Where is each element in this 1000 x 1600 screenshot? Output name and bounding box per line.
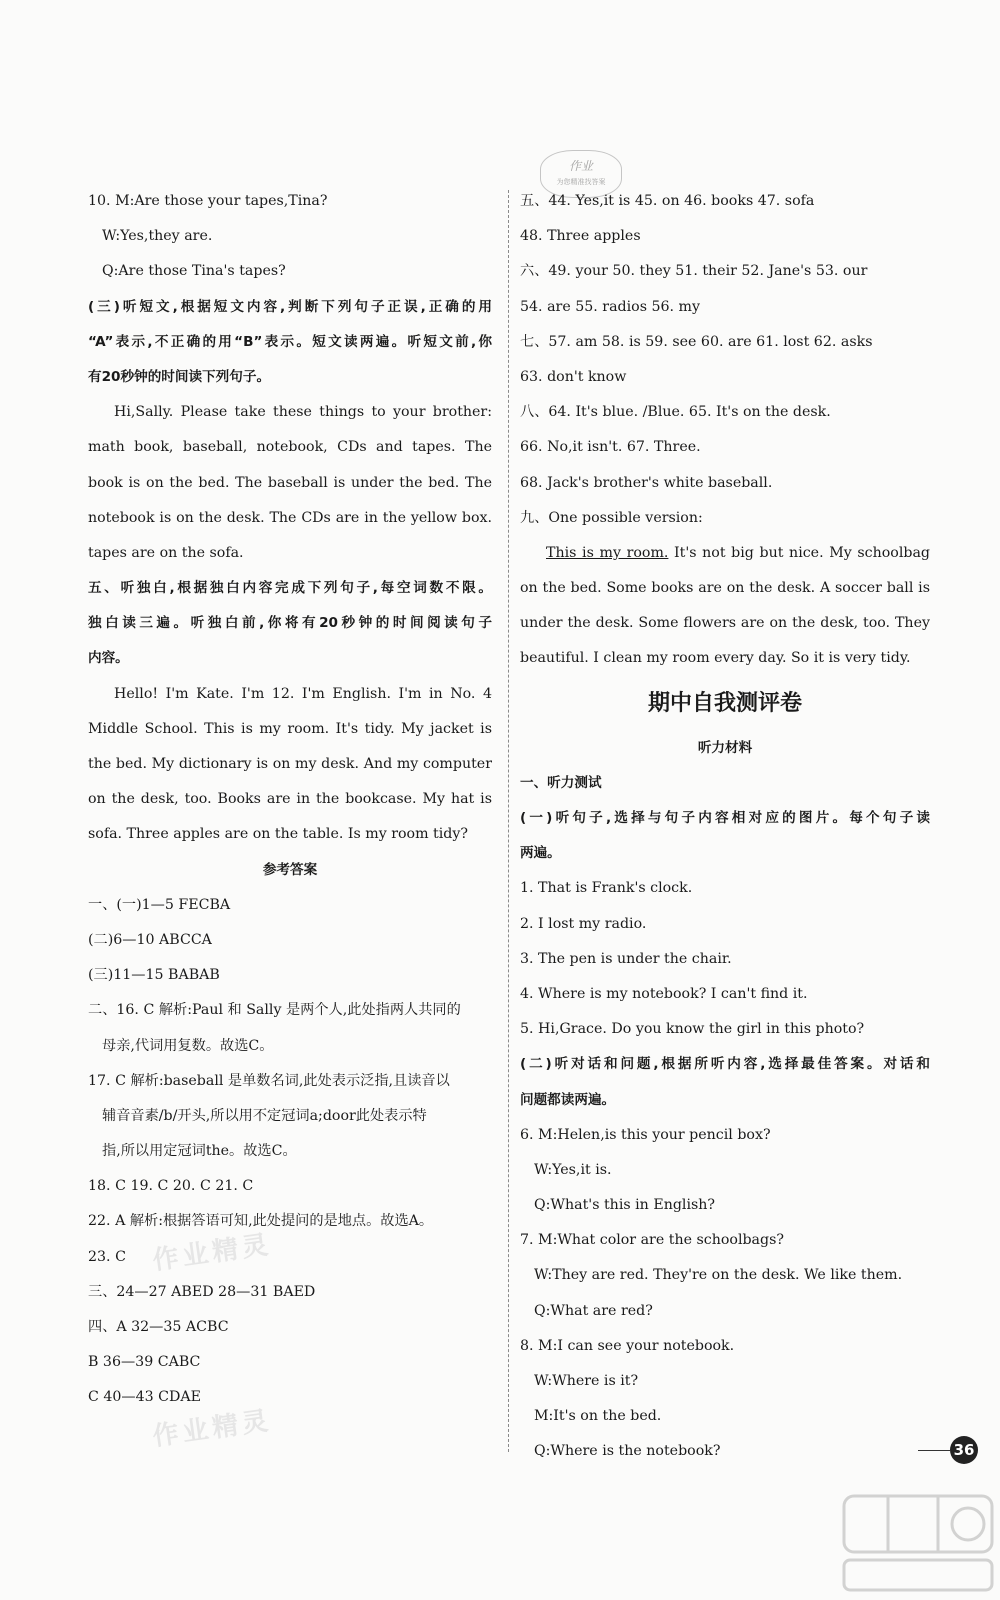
page-number-dash <box>918 1450 950 1451</box>
answer-line: 八、64. It's blue. /Blue. 65. It's on the desk. <box>520 404 831 421</box>
answer-line: 23. C <box>88 1248 126 1265</box>
answer-line: 辅音音素/b/开头,所以用不定冠词a;door此处表示特 <box>102 1107 427 1124</box>
answer-line: 48. Three apples <box>520 228 641 245</box>
section-instruction: 两遍。 <box>520 845 561 862</box>
answer-line: 22. A 解析:根据答语可知,此处提问的是地点。故选A。 <box>88 1213 434 1230</box>
answer-line: 五、44. Yes,it is 45. on 46. books 47. sofa <box>520 193 815 209</box>
answers-heading: 参考答案 <box>262 861 318 878</box>
answer-line: 17. C 解析:baseball 是单数名词,此处表示泛指,且读音以 <box>88 1072 450 1089</box>
answer-line: 三、24—27 ABED 28—31 BAED <box>88 1283 316 1300</box>
passage-line: notebook is on the desk. The CDs are in the yellow box. <box>88 509 492 526</box>
answer-line: 18. C 19. C 20. C 21. C <box>88 1178 254 1195</box>
section-instruction: 五、听独白,根据独白内容完成下列句子,每空词数不限。 <box>88 580 492 597</box>
watermark: 作业精灵 <box>150 1405 274 1453</box>
dialogue-line: W:Yes,they are. <box>102 228 213 245</box>
answer-line: 四、A 32—35 ACBC <box>88 1319 229 1335</box>
answer-line: 指,所以用定冠词the。故选C。 <box>102 1143 297 1160</box>
passage-line: Middle School. This is my room. It's tidy. My jacket is <box>88 720 492 737</box>
sentence-line: 5. Hi,Grace. Do you know the girl in this photo? <box>520 1021 865 1038</box>
dialogue-line: Q:Where is the notebook? <box>534 1443 721 1460</box>
dialogue-line: M:It's on the bed. <box>534 1408 662 1425</box>
underlined-phrase: This is my room. <box>546 544 669 561</box>
page-number: 36 <box>950 1436 978 1464</box>
passage-line: Hi,Sally. Please take these things to your brother: <box>114 404 492 421</box>
essay-line: under the desk. Some flowers are on the desk, too. They <box>520 615 930 632</box>
dialogue-line: 8. M:I can see your notebook. <box>520 1337 735 1354</box>
dialogue-line: W:Where is it? <box>534 1373 639 1389</box>
answer-line: B 36—39 CABC <box>88 1354 201 1371</box>
essay-line: beautiful. I clean my room every day. So it is very tidy. <box>520 650 911 667</box>
answer-line: 七、57. am 58. is 59. see 60. are 61. lost 62. asks <box>520 333 873 350</box>
passage-line: tapes are on the sofa. <box>88 544 244 561</box>
stamp-line-1: 作业 <box>568 159 593 173</box>
dialogue-line: 6. M:Helen,is this your pencil box? <box>520 1126 771 1143</box>
passage-line: math book, baseball, notebook, CDs and tapes. The <box>88 439 492 456</box>
section-instruction: 独白读三遍。听独白前,你将有20秒钟的时间阅读句子 <box>88 615 492 632</box>
answer-line: C 40—43 CDAE <box>88 1389 202 1406</box>
section-instruction: 内容。 <box>88 650 129 667</box>
section-instruction: 有20秒钟的时间读下列句子。 <box>88 368 271 385</box>
passage-line: sofa. Three apples are on the table. Is my room tidy? <box>88 826 469 843</box>
section-instruction: (三)听短文,根据短文内容,判断下列句子正误,正确的用 <box>88 298 492 315</box>
answer-line: 63. don't know <box>520 368 627 385</box>
dialogue-line: 10. M:Are those your tapes,Tina? <box>88 193 328 209</box>
right-column <box>520 184 930 1470</box>
corner-logo-icon <box>838 1488 998 1598</box>
answer-line: (三)11—15 BABAB <box>88 967 220 984</box>
answer-line: 54. are 55. radios 56. my <box>520 298 701 315</box>
section-instruction: 问题都读两遍。 <box>520 1091 616 1108</box>
listening-material-heading: 听力材料 <box>697 739 753 756</box>
exam-title: 期中自我测评卷 <box>647 690 802 716</box>
answer-line: (二)6—10 ABCCA <box>88 931 212 948</box>
dialogue-line: 7. M:What color are the schoolbags? <box>520 1232 784 1249</box>
dialogue-line: Q:What's this in English? <box>534 1197 716 1214</box>
stamp-line-2: 为您精准找答案 <box>556 178 606 186</box>
passage-line: Hello! I'm Kate. I'm 12. I'm English. I'm in No. 4 <box>114 685 492 702</box>
essay-line: This is my room. It's not big but nice. My schoolbag <box>546 544 930 561</box>
sentence-line: 1. That is Frank's clock. <box>520 880 693 897</box>
dialogue-line: Q:Are those Tina's tapes? <box>102 263 286 280</box>
dialogue-line: W:Yes,it is. <box>534 1161 612 1178</box>
dialogue-line: W:They are red. They're on the desk. We like them. <box>534 1267 903 1284</box>
sentence-line: 4. Where is my notebook? I can't find it. <box>520 985 808 1002</box>
answer-line: 66. No,it isn't. 67. Three. <box>520 439 701 456</box>
watermark: 作业精灵 <box>150 1229 274 1277</box>
column-divider <box>508 190 509 1452</box>
section-instruction: “A”表示,不正确的用“B”表示。短文读两遍。听短文前,你 <box>88 333 492 350</box>
answer-line: 一、(一)1—5 FECBA <box>88 896 231 913</box>
answer-line: 68. Jack's brother's white baseball. <box>520 474 773 491</box>
answer-line: 九、One possible version: <box>520 509 703 526</box>
passage-line: on the desk, too. Books are in the bookcase. My hat is <box>88 791 492 808</box>
sentence-line: 2. I lost my radio. <box>520 915 647 932</box>
section-instruction: (二)听对话和问题,根据所听内容,选择最佳答案。对话和 <box>520 1056 930 1073</box>
sentence-line: 3. The pen is under the chair. <box>520 950 732 967</box>
answer-line: 母亲,代词用复数。故选C。 <box>102 1037 274 1054</box>
answer-line: 六、49. your 50. they 51. their 52. Jane's 53. our <box>520 263 868 280</box>
section-instruction: (一)听句子,选择与句子内容相对应的图片。每个句子读 <box>520 810 930 826</box>
section-heading: 一、听力测试 <box>520 774 602 791</box>
answer-line: 二、16. C 解析:Paul 和 Sally 是两个人,此处指两人共同的 <box>88 1002 461 1019</box>
essay-line: on the bed. Some books are on the desk. A soccer ball is <box>520 580 930 597</box>
passage-line: the bed. My dictionary is on my desk. And my computer <box>88 756 492 772</box>
left-column <box>88 184 492 1416</box>
dialogue-line: Q:What are red? <box>534 1302 653 1319</box>
passage-line: book is on the bed. The baseball is under the bed. The <box>88 474 492 491</box>
